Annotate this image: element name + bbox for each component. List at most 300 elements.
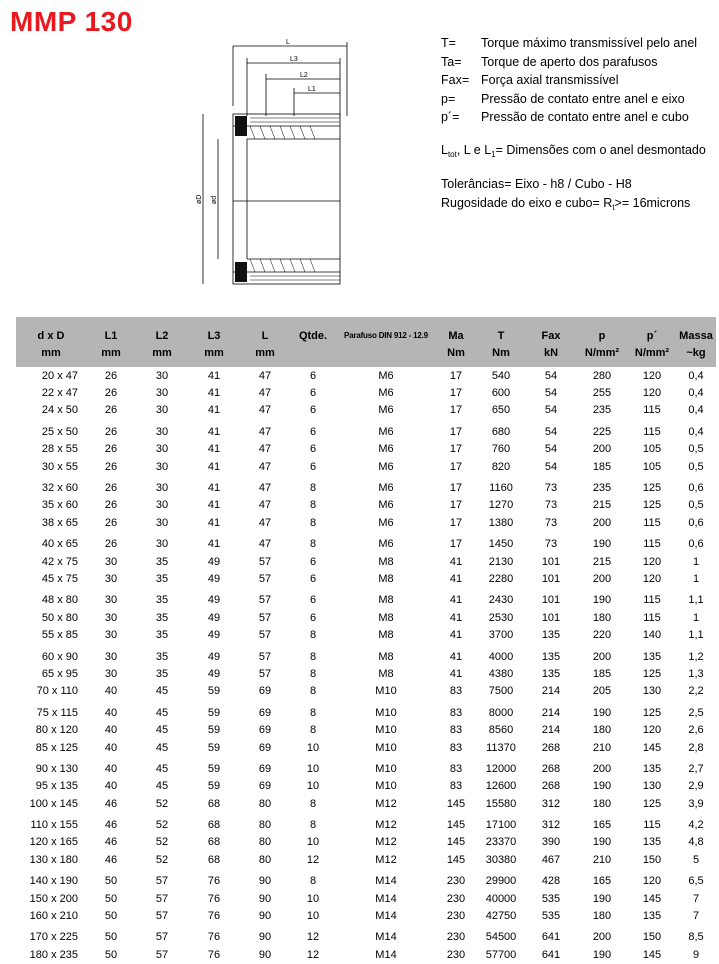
table-cell: 30 bbox=[104, 650, 118, 663]
table-cell: 268 bbox=[541, 741, 561, 754]
table-cell: 1 bbox=[692, 555, 700, 568]
unit-label: mm bbox=[41, 346, 61, 359]
table-cell: 190 bbox=[592, 892, 612, 905]
table-cell: M14 bbox=[375, 875, 397, 888]
table-unit-row bbox=[16, 344, 716, 367]
table-cell: 41 bbox=[207, 443, 221, 456]
table-cell: 215 bbox=[592, 555, 612, 568]
table-cell: 57 bbox=[155, 931, 169, 944]
table-cell: 101 bbox=[541, 555, 561, 568]
table-cell: 101 bbox=[541, 611, 561, 624]
table-row bbox=[16, 907, 716, 924]
table-cell: 59 bbox=[207, 780, 221, 793]
table-cell: 80 bbox=[258, 797, 272, 810]
table-cell: 190 bbox=[592, 780, 612, 793]
table-cell: 26 bbox=[104, 443, 118, 456]
legend-item: p= Pressão de contato entre anel e eixo bbox=[441, 91, 685, 106]
table-cell: 10 bbox=[306, 741, 320, 754]
table-cell: 49 bbox=[207, 572, 221, 585]
table-cell: 73 bbox=[544, 516, 558, 529]
table-cell: 115 bbox=[643, 404, 661, 417]
table-cell: 57 bbox=[258, 572, 272, 585]
table-cell: 26 bbox=[104, 460, 118, 473]
table-cell: 90 bbox=[258, 875, 272, 888]
table-cell: 49 bbox=[207, 611, 221, 624]
table-cell: 57 bbox=[258, 594, 272, 607]
table-cell: 17 bbox=[449, 516, 463, 529]
table-cell: 280 bbox=[592, 369, 612, 382]
table-cell: 230 bbox=[446, 948, 466, 961]
table-cell: 76 bbox=[207, 875, 221, 888]
table-cell: 32 x 60 bbox=[41, 482, 78, 495]
tolerances-note: Tolerâncias= Eixo - h8 / Cubo - H8 bbox=[441, 177, 632, 191]
legend-item: Ta= Torque de aperto dos parafusos bbox=[441, 54, 658, 69]
table-cell: 41 bbox=[207, 538, 221, 551]
table-cell: 2,9 bbox=[688, 780, 704, 793]
table-cell: 4,8 bbox=[688, 836, 704, 849]
table-cell: 200 bbox=[592, 931, 612, 944]
table-cell: 40 bbox=[104, 762, 118, 775]
table-cell: 57 bbox=[258, 555, 272, 568]
table-cell: 6 bbox=[309, 460, 317, 473]
table-cell: 115 bbox=[643, 819, 661, 832]
table-cell: 90 bbox=[258, 892, 272, 905]
table-cell: 54 bbox=[544, 404, 558, 417]
table-cell: 69 bbox=[258, 741, 272, 754]
table-cell: 4000 bbox=[488, 650, 514, 663]
col-header-mass: Massa bbox=[679, 329, 713, 342]
table-cell: 145 bbox=[642, 892, 662, 905]
table-cell: 30 bbox=[155, 443, 169, 456]
table-cell: 41 bbox=[207, 369, 221, 382]
table-body bbox=[16, 367, 716, 964]
table-cell: 210 bbox=[592, 853, 612, 866]
col-header-l: L bbox=[261, 329, 269, 342]
table-cell: 17 bbox=[449, 404, 463, 417]
table-cell: 20 x 47 bbox=[41, 369, 78, 382]
table-cell: 65 x 95 bbox=[41, 667, 78, 680]
table-row bbox=[16, 890, 716, 907]
table-cell: 47 bbox=[258, 425, 272, 438]
table-cell: M12 bbox=[375, 819, 397, 832]
table-cell: 135 bbox=[642, 910, 662, 923]
table-cell: M10 bbox=[375, 741, 397, 754]
table-cell: 120 x 165 bbox=[29, 836, 78, 849]
table-cell: 214 bbox=[541, 706, 561, 719]
table-cell: 57 bbox=[155, 892, 169, 905]
table-cell: 54500 bbox=[485, 931, 517, 944]
table-cell: 8,5 bbox=[688, 931, 704, 944]
table-cell: 83 bbox=[449, 685, 463, 698]
table-cell: 255 bbox=[592, 387, 612, 400]
table-cell: 115 bbox=[643, 538, 661, 551]
col-header-screw: Parafuso DIN 912 - 12.9 bbox=[344, 331, 428, 340]
table-cell: 17 bbox=[449, 538, 463, 551]
table-cell: M8 bbox=[378, 611, 394, 624]
table-cell: 40 bbox=[104, 685, 118, 698]
dim-l1-label: L1 bbox=[308, 86, 316, 93]
table-cell: 49 bbox=[207, 650, 221, 663]
table-cell: 8 bbox=[309, 706, 317, 719]
table-cell: 120 bbox=[642, 724, 662, 737]
table-cell: 57 bbox=[258, 611, 272, 624]
table-cell: 100 x 145 bbox=[29, 797, 78, 810]
table-cell: 120 bbox=[642, 369, 662, 382]
table-cell: 68 bbox=[207, 797, 221, 810]
table-cell: 73 bbox=[544, 499, 558, 512]
unit-label: mm bbox=[204, 346, 224, 359]
table-cell: 200 bbox=[592, 443, 612, 456]
table-cell: 30 bbox=[155, 516, 169, 529]
table-cell: 12000 bbox=[485, 762, 517, 775]
table-cell: 1 bbox=[692, 572, 700, 585]
table-cell: 45 bbox=[155, 724, 169, 737]
table-cell: 41 bbox=[207, 387, 221, 400]
table-cell: 0,5 bbox=[688, 460, 704, 473]
table-cell: M8 bbox=[378, 650, 394, 663]
table-cell: 30 bbox=[155, 425, 169, 438]
unit-label: mm bbox=[101, 346, 121, 359]
table-row bbox=[16, 532, 716, 553]
table-cell: 140 x 190 bbox=[29, 875, 78, 888]
table-cell: 180 x 235 bbox=[29, 948, 78, 961]
table-row bbox=[16, 665, 716, 682]
table-row bbox=[16, 683, 716, 700]
dim-l2-label: L2 bbox=[300, 72, 308, 79]
table-cell: 47 bbox=[258, 516, 272, 529]
table-cell: 47 bbox=[258, 387, 272, 400]
table-cell: 17 bbox=[449, 499, 463, 512]
table-cell: 6 bbox=[309, 387, 317, 400]
table-cell: 30 bbox=[104, 629, 118, 642]
table-cell: 101 bbox=[541, 594, 561, 607]
table-cell: 35 bbox=[155, 650, 169, 663]
unit-label: Nm bbox=[447, 346, 465, 359]
table-cell: 75 x 115 bbox=[36, 706, 78, 719]
table-cell: 8 bbox=[309, 650, 317, 663]
table-cell: 76 bbox=[207, 910, 221, 923]
table-cell: 225 bbox=[592, 425, 612, 438]
dim-d-inner-label: ød bbox=[211, 195, 218, 204]
table-cell: 600 bbox=[491, 387, 511, 400]
table-cell: 4,2 bbox=[688, 819, 704, 832]
table-row bbox=[16, 514, 716, 531]
table-cell: 46 bbox=[104, 797, 118, 810]
table-cell: 3700 bbox=[488, 629, 514, 642]
table-cell: 54 bbox=[544, 369, 558, 382]
table-cell: 40 bbox=[104, 724, 118, 737]
table-cell: 47 bbox=[258, 369, 272, 382]
table-cell: 52 bbox=[155, 819, 169, 832]
table-cell: 6 bbox=[309, 555, 317, 568]
table-cell: 26 bbox=[104, 499, 118, 512]
table-row bbox=[16, 402, 716, 419]
table-cell: 190 bbox=[592, 706, 612, 719]
table-row bbox=[16, 588, 716, 609]
col-header-ma: Ma bbox=[448, 329, 464, 342]
table-cell: 135 bbox=[541, 629, 561, 642]
table-cell: 120 bbox=[642, 555, 662, 568]
table-cell: 6 bbox=[309, 404, 317, 417]
table-cell: 30 bbox=[155, 460, 169, 473]
table-cell: 8 bbox=[309, 797, 317, 810]
table-cell: 230 bbox=[446, 875, 466, 888]
table-cell: 110 x 155 bbox=[30, 819, 78, 832]
table-cell: 17100 bbox=[485, 819, 517, 832]
table-cell: 50 x 80 bbox=[41, 611, 78, 624]
table-cell: M6 bbox=[378, 516, 394, 529]
legend bbox=[441, 34, 716, 214]
table-cell: 120 bbox=[642, 572, 662, 585]
table-cell: 35 bbox=[155, 555, 169, 568]
table-cell: M8 bbox=[378, 667, 394, 680]
table-cell: 40 bbox=[104, 780, 118, 793]
table-cell: 130 bbox=[642, 685, 662, 698]
table-cell: 26 bbox=[104, 404, 118, 417]
product-title: MMP 130 bbox=[10, 6, 133, 37]
table-cell: 1 bbox=[692, 611, 700, 624]
table-cell: 8 bbox=[309, 499, 317, 512]
table-cell: 90 x 130 bbox=[35, 762, 78, 775]
table-cell: 390 bbox=[541, 836, 561, 849]
table-row bbox=[16, 570, 716, 587]
table-cell: M6 bbox=[378, 404, 394, 417]
table-cell: 80 bbox=[258, 853, 272, 866]
table-cell: 220 bbox=[592, 629, 612, 642]
table-cell: M10 bbox=[375, 706, 397, 719]
table-cell: 120 bbox=[642, 387, 662, 400]
table-cell: 69 bbox=[258, 780, 272, 793]
table-cell: 145 bbox=[446, 853, 466, 866]
col-header-dxd: d x D bbox=[37, 329, 65, 342]
col-header-p: p bbox=[598, 329, 606, 342]
table-cell: 205 bbox=[592, 685, 612, 698]
table-cell: 230 bbox=[446, 892, 466, 905]
table-header-row bbox=[16, 317, 716, 344]
unit-label: ~kg bbox=[686, 346, 706, 359]
table-cell: 2130 bbox=[488, 555, 514, 568]
table-cell: 6 bbox=[309, 611, 317, 624]
unit-label: N/mm² bbox=[634, 346, 670, 359]
table-cell: 52 bbox=[155, 853, 169, 866]
table-row bbox=[16, 756, 716, 777]
table-cell: 80 bbox=[258, 836, 272, 849]
table-cell: 90 bbox=[258, 910, 272, 923]
table-cell: 1160 bbox=[489, 482, 513, 495]
table-cell: 59 bbox=[207, 762, 221, 775]
table-cell: 12 bbox=[306, 853, 320, 866]
table-cell: 30 bbox=[104, 572, 118, 585]
table-cell: 76 bbox=[207, 892, 221, 905]
table-cell: 8 bbox=[309, 819, 317, 832]
table-cell: 535 bbox=[541, 892, 561, 905]
table-cell: M6 bbox=[378, 425, 394, 438]
table-cell: 76 bbox=[207, 931, 221, 944]
table-cell: 120 bbox=[642, 875, 662, 888]
table-cell: 125 bbox=[642, 706, 662, 719]
table-row bbox=[16, 834, 716, 851]
legend-item: T= Torque máximo transmissível pelo anel bbox=[441, 36, 698, 50]
table-cell: 35 bbox=[155, 594, 169, 607]
table-cell: 69 bbox=[258, 724, 272, 737]
unit-label: N/mm² bbox=[584, 346, 620, 359]
table-cell: 1450 bbox=[488, 538, 514, 551]
table-cell: M6 bbox=[378, 443, 394, 456]
table-cell: 57700 bbox=[485, 948, 517, 961]
table-cell: 17 bbox=[449, 387, 463, 400]
table-cell: 29900 bbox=[485, 875, 517, 888]
table-cell: 83 bbox=[449, 780, 463, 793]
table-cell: 70 x 110 bbox=[36, 685, 78, 698]
table-cell: 83 bbox=[449, 762, 463, 775]
table-row bbox=[16, 384, 716, 401]
table-cell: 230 bbox=[446, 910, 466, 923]
unit-label: mm bbox=[152, 346, 172, 359]
table-cell: 85 x 125 bbox=[35, 741, 78, 754]
table-cell: 30 x 55 bbox=[41, 460, 78, 473]
table-cell: 17 bbox=[449, 443, 463, 456]
table-cell: 680 bbox=[491, 425, 511, 438]
table-cell: 50 bbox=[104, 931, 118, 944]
table-cell: 54 bbox=[544, 387, 558, 400]
table-row bbox=[16, 778, 716, 795]
table-cell: 41 bbox=[449, 629, 463, 642]
table-cell: 10 bbox=[306, 910, 320, 923]
table-cell: 30 bbox=[155, 404, 169, 417]
table-cell: 641 bbox=[541, 948, 561, 961]
table-cell: 45 bbox=[155, 685, 169, 698]
table-cell: 60 x 90 bbox=[41, 650, 78, 663]
table-row bbox=[16, 553, 716, 570]
table-cell: 185 bbox=[592, 460, 612, 473]
table-cell: 26 bbox=[104, 482, 118, 495]
table-cell: 2,8 bbox=[688, 741, 704, 754]
table-cell: 0,5 bbox=[688, 443, 704, 456]
table-cell: 8 bbox=[309, 667, 317, 680]
table-cell: 2,2 bbox=[688, 685, 704, 698]
roughness-note: Rugosidade do eixo e cubo= $R_t>=$ 16microns bbox=[441, 195, 691, 212]
table-row bbox=[16, 700, 716, 721]
table-row bbox=[16, 475, 716, 496]
table-cell: 35 bbox=[155, 572, 169, 585]
table-cell: 268 bbox=[541, 780, 561, 793]
table-cell: 46 bbox=[104, 819, 118, 832]
table-row bbox=[16, 367, 716, 384]
table-cell: 135 bbox=[642, 762, 662, 775]
table-cell: 0,4 bbox=[688, 387, 704, 400]
table-cell: 8 bbox=[309, 538, 317, 551]
table-cell: 42750 bbox=[485, 910, 517, 923]
col-header-l1: L1 bbox=[104, 329, 118, 342]
table-cell: 22 x 47 bbox=[41, 387, 78, 400]
table-cell: 30 bbox=[104, 667, 118, 680]
table-cell: 2280 bbox=[488, 572, 514, 585]
table-cell: 2,7 bbox=[688, 762, 704, 775]
table-cell: 6 bbox=[309, 594, 317, 607]
table-cell: 57 bbox=[258, 650, 272, 663]
table-cell: 8 bbox=[309, 875, 317, 888]
col-header-t: T bbox=[497, 329, 505, 342]
table-cell: 125 bbox=[642, 797, 662, 810]
table-cell: 40000 bbox=[485, 892, 517, 905]
table-cell: 50 bbox=[104, 910, 118, 923]
table-cell: 12 bbox=[306, 948, 320, 961]
table-cell: 49 bbox=[207, 667, 221, 680]
table-cell: 41 bbox=[449, 667, 463, 680]
table-cell: 46 bbox=[104, 853, 118, 866]
table-cell: 17 bbox=[449, 460, 463, 473]
table-cell: 73 bbox=[544, 482, 558, 495]
table-cell: 190 bbox=[592, 948, 612, 961]
table-cell: 1270 bbox=[488, 499, 514, 512]
table-row bbox=[16, 721, 716, 738]
table-cell: 47 bbox=[258, 404, 272, 417]
table-cell: M10 bbox=[375, 724, 397, 737]
table-cell: 41 bbox=[207, 499, 221, 512]
table-cell: 1,1 bbox=[688, 594, 704, 607]
table-cell: 8560 bbox=[488, 724, 514, 737]
table-cell: 540 bbox=[491, 369, 511, 382]
table-cell: 0,6 bbox=[688, 482, 704, 495]
table-cell: 45 bbox=[155, 762, 169, 775]
table-cell: 200 bbox=[592, 762, 612, 775]
table-cell: 45 x 75 bbox=[41, 572, 78, 585]
table-cell: 59 bbox=[207, 706, 221, 719]
table-cell: 28 x 55 bbox=[41, 443, 78, 456]
table-cell: 59 bbox=[207, 741, 221, 754]
table-cell: 12600 bbox=[485, 780, 517, 793]
table-cell: 15580 bbox=[485, 797, 517, 810]
table-cell: 101 bbox=[541, 572, 561, 585]
table-cell: 30 bbox=[155, 387, 169, 400]
unit-label: kN bbox=[543, 346, 559, 359]
table-cell: M6 bbox=[378, 538, 394, 551]
table-cell: 135 bbox=[642, 650, 662, 663]
table-cell: 6 bbox=[309, 369, 317, 382]
table-cell: 11370 bbox=[486, 741, 516, 754]
table-cell: 42 x 75 bbox=[41, 555, 78, 568]
table-cell: 0,6 bbox=[688, 538, 704, 551]
table-cell: 49 bbox=[207, 555, 221, 568]
table-cell: 50 bbox=[104, 875, 118, 888]
table-cell: 115 bbox=[643, 516, 661, 529]
table-cell: 200 bbox=[592, 516, 612, 529]
table-cell: 145 bbox=[642, 741, 662, 754]
table-cell: 10 bbox=[306, 762, 320, 775]
table-cell: 215 bbox=[592, 499, 612, 512]
table-cell: 235 bbox=[592, 404, 612, 417]
table-cell: 8 bbox=[309, 724, 317, 737]
table-cell: M14 bbox=[375, 931, 397, 944]
table-cell: 26 bbox=[104, 387, 118, 400]
col-header-fax: Fax bbox=[541, 329, 561, 342]
table-cell: 6,5 bbox=[688, 875, 704, 888]
table-cell: 125 bbox=[642, 667, 662, 680]
table-cell: 25 x 50 bbox=[41, 425, 78, 438]
table-row bbox=[16, 644, 716, 665]
table-cell: 47 bbox=[258, 538, 272, 551]
table-cell: 69 bbox=[258, 685, 272, 698]
table-cell: 210 bbox=[592, 741, 612, 754]
table-cell: 30 bbox=[104, 611, 118, 624]
table-cell: 40 x 65 bbox=[41, 538, 78, 551]
table-cell: 8000 bbox=[488, 706, 514, 719]
table-cell: 125 bbox=[642, 499, 662, 512]
dimensions-table bbox=[16, 317, 716, 964]
table-cell: 45 bbox=[155, 780, 169, 793]
table-cell: 115 bbox=[643, 594, 661, 607]
table-cell: 41 bbox=[449, 650, 463, 663]
